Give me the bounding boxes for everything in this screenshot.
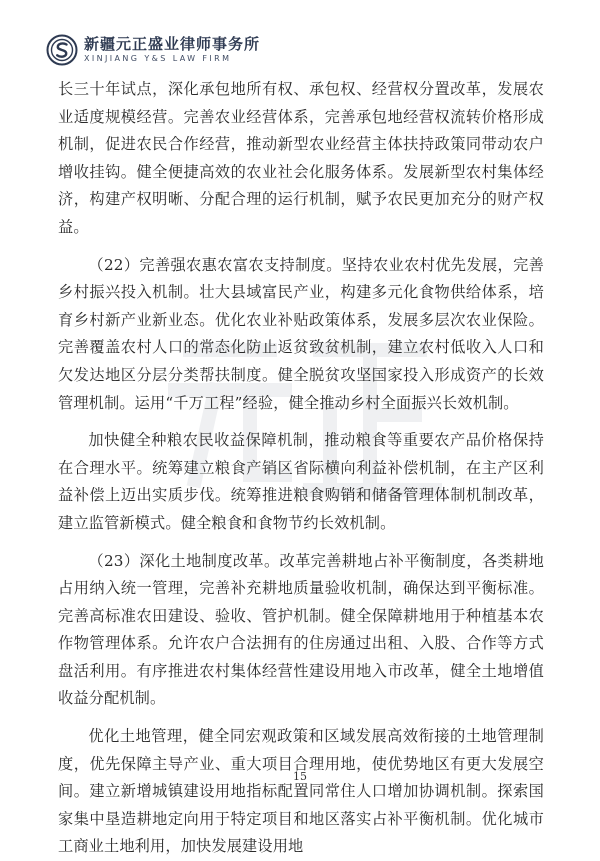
body-paragraph-3: 加快健全种粮农民收益保障机制，推动粮食等重要农产品价格保持在合理水平。统筹建立粮食产销区省际横向利益补偿机制，在主产区利益补偿上迈出实质步伐。统筹推进粮食购销和储备管理体制机制改革，建立监管新模式。健全粮食和食物节约长效机制。 [58, 431, 544, 532]
body-paragraph-4: （23）深化土地制度改革。改革完善耕地占补平衡制度，各类耕地占用纳入统一管理，完善补充耕地质量验收机制，确保达到平衡标准。完善高标准农田建设、验收、管护机制。健全保障耕地用于种植基本农作物管理体系。允许农户合法拥有的住房通过出租、入股、合作等方式盘活利用。有序推进农村集体经营性建设用地入市改革，健全土地增值收益分配机制。 [58, 551, 544, 708]
firm-logo-icon [46, 34, 78, 66]
firm-name-english: XINJIANG Y&S LAW FIRM [84, 54, 232, 63]
firm-name-chinese: 新疆元正盛业律师事务所 [84, 35, 261, 53]
body-paragraph-2: （22）完善强农惠农富农支持制度。坚持农业农村优先发展，完善乡村振兴投入机制。壮大县域富民产业，构建多元化食物供给体系，培育乡村新产业新业态。优化农业补贴政策体系，发展多层次农业保险。完善覆盖农村人口的常态化防止返贫致贫机制，建立农村低收入人口和欠发达地区分层分类帮扶制度。健全脱贫攻坚国家投入形成资产的长效管理机制。运用“千万工程”经验，健全推动乡村全面振兴长效机制。 [58, 255, 544, 412]
body-paragraph-5: 优化土地管理，健全同宏观政策和区域发展高效衔接的土地管理制度，优先保障主导产业、重大项目合理用地，使优势地区有更大发展空间。建立新增城镇建设用地指标配置同常住人口增加协调机制。探索国家集中垦造耕地定向用于特定项目和地区落实占补平衡机制。优化城市工商业土地利用，加快发展建设用地 [58, 727, 544, 856]
body-paragraph-1: 长三十年试点，深化承包地所有权、承包权、经营权分置改革，发展农业适度规模经营。完善农业经营体系，完善承包地经营权流转价格形成机制，促进农民合作经营，推动新型农业经营主体扶持政策同带动农户增收挂钩。健全便捷高效的农业社会化服务体系。发展新型农村集体经济，构建产权明晰、分配合理的运行机制，赋予农民更加充分的财产权益。 [58, 80, 544, 236]
page-number: 15 [293, 770, 307, 783]
document-body [58, 76, 544, 861]
letterhead [46, 30, 260, 70]
